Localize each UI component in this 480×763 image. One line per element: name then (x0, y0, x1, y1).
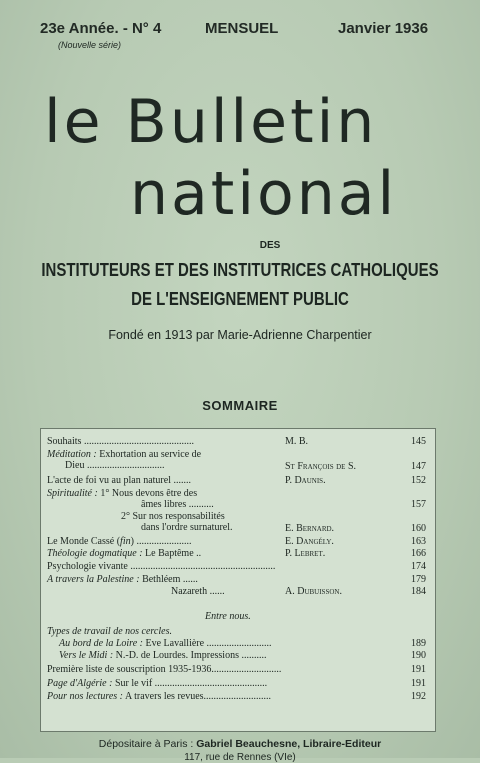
toc-row-page: 191 (411, 678, 426, 689)
issue-number: 23e Année. - N° 4 (40, 20, 162, 37)
title-line-2: national (130, 159, 398, 229)
toc-row-page: 166 (411, 548, 426, 559)
table-of-contents (40, 428, 436, 732)
toc-row-text: Psychologie vivante .......................................................... (47, 561, 276, 572)
toc-row-author: E. Dangély. (285, 536, 334, 547)
toc-row-text: Souhaits ............................................ (47, 436, 194, 447)
toc-row-page: 152 (411, 475, 426, 486)
founder-line: Fondé en 1913 par Marie-Adrienne Charpentier (108, 328, 372, 342)
issue-date: Janvier 1936 (338, 20, 429, 37)
toc-row-text: Spiritualité : 1° Nous devons être des (47, 488, 198, 499)
toc-row-page: 145 (411, 436, 426, 447)
toc-row-text: A travers la Palestine : Bethléem ...... (47, 574, 198, 585)
toc-row-text: Nazareth ...... (171, 586, 225, 597)
toc-row-author: P. Daunis. (285, 475, 326, 486)
toc-row-page: 191 (411, 664, 426, 675)
publisher-line (0, 738, 480, 750)
toc-row-text: L'acte de foi vu au plan naturel ....... (47, 475, 191, 486)
toc-row-text: dans l'ordre surnaturel. (141, 522, 233, 533)
toc-row-text: Dieu ............................... (65, 460, 165, 471)
toc-row-text: Au bord de la Loire : Eve Lavallière .......................... (59, 638, 272, 649)
publisher-name: Gabriel Beauchesne, (196, 738, 301, 750)
toc-row-page: 179 (411, 574, 426, 585)
toc-row-page: 147 (411, 461, 426, 472)
toc-row-author: St François de S. (285, 461, 357, 472)
toc-row-author: P. Lebret. (285, 548, 326, 559)
toc-row-text: 2° Sur nos responsabilités (121, 511, 225, 522)
toc-row-page: 190 (411, 650, 426, 661)
sommaire-heading: SOMMAIRE (202, 398, 278, 413)
toc-row-page: 163 (411, 536, 426, 547)
publisher-address: 117, rue de Rennes (VIe) (184, 752, 296, 763)
toc-row-text: Le Monde Cassé (fin) ...................... (47, 536, 192, 547)
toc-row-author: M. B. (285, 436, 309, 447)
toc-row-text: Méditation : Exhortation au service de (47, 449, 202, 460)
toc-row-author: A. Dubuisson. (285, 586, 342, 597)
organisation-line-1: INSTITUTEURS ET DES INSTITUTRICES CATHOLIQUES (41, 260, 439, 281)
toc-row-page: 192 (411, 691, 426, 702)
toc-section-entre-nous: Entre nous. (205, 611, 251, 622)
title-des: DES (259, 240, 281, 251)
toc-row-page: 160 (411, 523, 426, 534)
toc-row-text: Première liste de souscription 1935-1936............................ (47, 664, 282, 675)
title-line-1: le Bulletin (44, 87, 378, 157)
periodicity: MENSUEL (205, 20, 279, 37)
toc-row-text: Page d'Algérie : Sur le vif ............................................. (47, 678, 268, 689)
toc-row-author: E. Bernard. (285, 523, 335, 534)
toc-row-page: 189 (411, 638, 426, 649)
toc-row-text: Types de travail de nos cercles. (47, 626, 172, 637)
organisation-line-2: DE L'ENSEIGNEMENT PUBLIC (131, 289, 349, 310)
depositaire-label: Dépositaire à Paris : (98, 738, 194, 750)
toc-row-text: Théologie dogmatique : Le Baptême .. (47, 548, 202, 559)
toc-row-page: 157 (411, 499, 426, 510)
toc-row-page: 184 (411, 586, 426, 597)
toc-row-text: âmes libres .......... (141, 499, 214, 510)
toc-row-page: 174 (411, 561, 426, 572)
toc-row-text: Pour nos lectures : A travers les revues........................... (47, 691, 272, 702)
publisher-role: Libraire-Editeur (303, 738, 382, 750)
series-note: (Nouvelle série) (58, 40, 122, 50)
toc-row-text: Vers le Midi : N.-D. de Lourdes. Impressions .......... (59, 650, 267, 661)
